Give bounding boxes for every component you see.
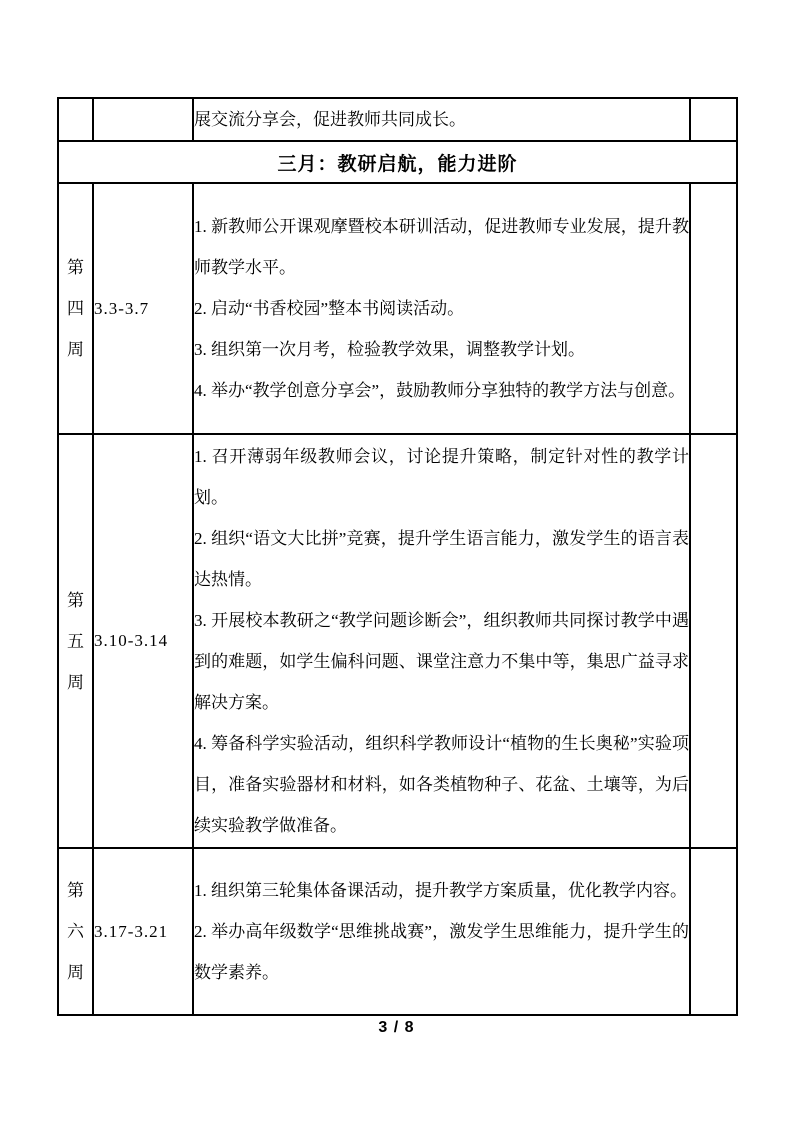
week6-date-cell: 3.17-3.21 [93, 848, 193, 1015]
week5-label: 第五周 [66, 590, 84, 692]
week4-activities-cell [193, 183, 690, 434]
month-header: 三月：教研启航，能力进阶 [58, 141, 737, 183]
notes-cell-empty [690, 434, 737, 848]
table-row-week4 [58, 183, 737, 434]
page-number: 3 / 8 [378, 1019, 415, 1036]
activity-item: 2. 组织“语文大比拼”竞赛，提升学生语言能力，激发学生的语言表达热情。 [194, 529, 689, 589]
table-row-week5 [58, 434, 737, 848]
notes-cell-empty [690, 183, 737, 434]
week4-label-cell [58, 183, 93, 434]
activity-item: 3. 开展校本教研之“教学问题诊断会”，组织教师共同探讨教学中遇到的难题，如学生偏科问题、课堂注意力不集中等，集思广益寻求解决方案。 [194, 611, 689, 712]
week5-date-cell: 3.10-3.14 [93, 434, 193, 848]
table-row-month-header [58, 141, 737, 183]
week4-label: 第四周 [66, 258, 84, 359]
week6-label: 第六周 [66, 881, 84, 982]
week6-label-cell [58, 848, 93, 1015]
week5-label-cell [58, 434, 93, 848]
notes-cell-empty [690, 848, 737, 1015]
week4-date-cell: 3.3-3.7 [93, 183, 193, 434]
schedule-table [57, 97, 738, 1016]
date-cell-empty [93, 98, 193, 141]
activity-item: 1. 召开薄弱年级教师会议，讨论提升策略，制定针对性的教学计划。 [194, 447, 689, 507]
activity-item: 4. 举办“教学创意分享会”，鼓励教师分享独特的教学方法与创意。 [194, 381, 686, 400]
activity-item: 1. 组织第三轮集体备课活动，提升教学方案质量，优化教学内容。 [194, 881, 687, 900]
week5-activities-cell [193, 434, 690, 848]
week-cell-empty [58, 98, 93, 141]
activity-item: 4. 筹备科学实验活动，组织科学教师设计“植物的生长奥秘”实验项目，准备实验器材和材料，如各类植物种子、花盆、土壤等，为后续实验教学做准备。 [194, 734, 689, 835]
continuation-text: 展交流分享会，促进教师共同成长。 [194, 110, 466, 129]
notes-cell-empty [690, 98, 737, 141]
activity-item: 3. 组织第一次月考，检验教学效果，调整教学计划。 [194, 340, 585, 359]
week6-activities-cell [193, 848, 690, 1015]
activity-item: 2. 启动“书香校园”整本书阅读活动。 [194, 299, 465, 318]
table-row-continuation [58, 98, 737, 141]
activity-item: 1. 新教师公开课观摩暨校本研训活动，促进教师专业发展，提升教师教学水平。 [194, 217, 689, 277]
continuation-text-cell [193, 98, 690, 141]
activity-item: 2. 举办高年级数学“思维挑战赛”，激发学生思维能力，提升学生的数学素养。 [194, 922, 689, 982]
table-row-week6 [58, 848, 737, 1015]
